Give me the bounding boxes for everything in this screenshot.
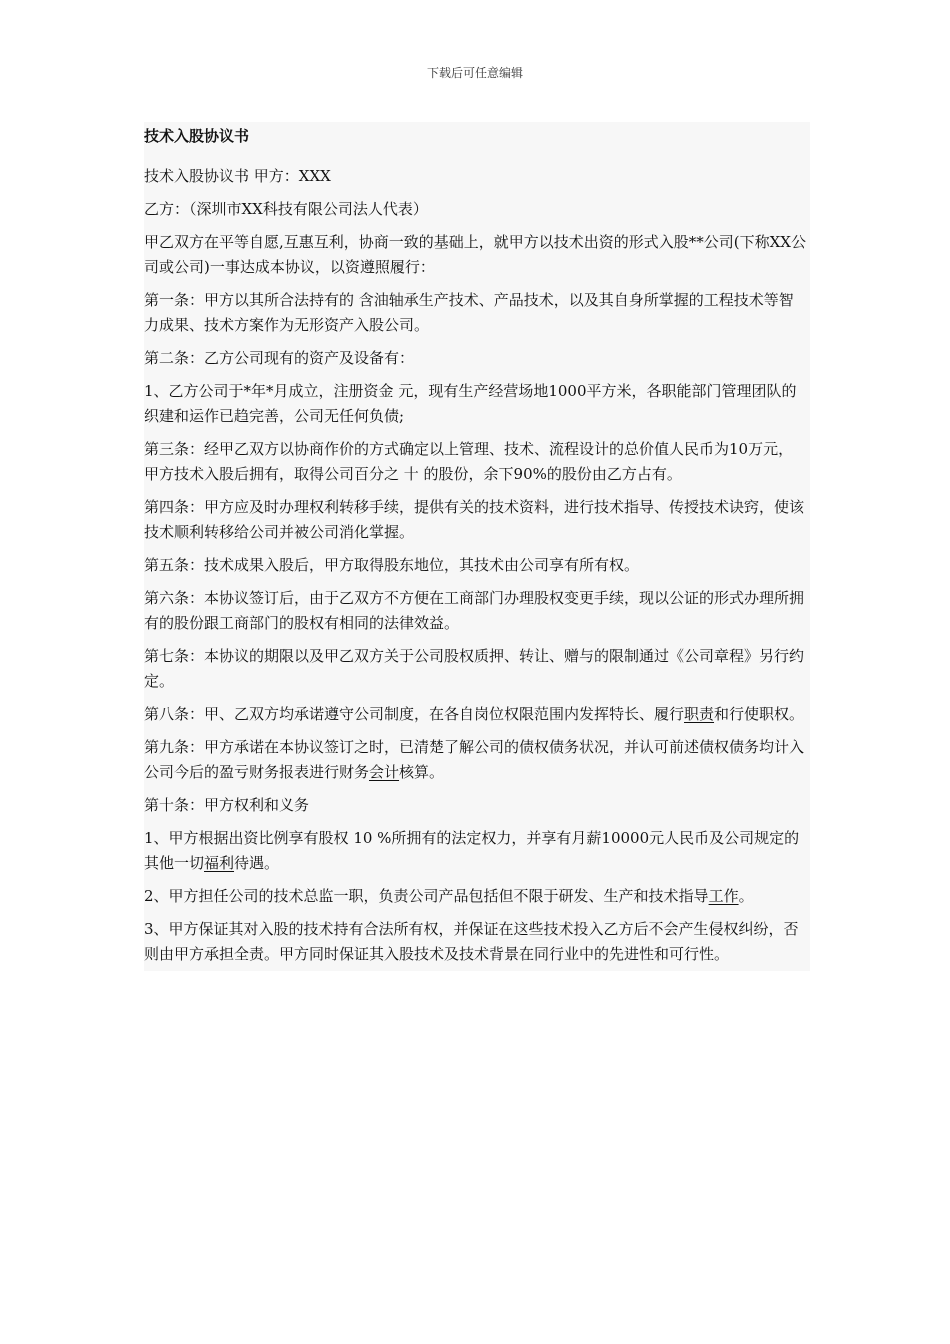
item-1-tail: 待遇。	[234, 854, 280, 872]
paragraph-article-10: 第十条：甲方权利和义务	[144, 796, 310, 814]
article-9-text: 第九条：甲方承诺在本协议签订之时，已清楚了解公司的债权债务状况，并认可前述债权债务均计入公司今后的盈亏财务报表进行财务	[144, 738, 805, 781]
document-body	[144, 122, 810, 971]
document-title: 技术入股协议书	[144, 127, 250, 145]
link-gongzuo[interactable]: 工作	[708, 887, 739, 905]
paragraph-article-5: 第五条：技术成果入股后，甲方取得股东地位，其技术由公司享有所有权。	[144, 556, 640, 574]
article-8-tail: 和行使职权。	[714, 705, 805, 723]
paragraph-article-4: 第四条：甲方应及时办理权利转移手续，提供有关的技术资料，进行技术指导、传授技术诀窍，使该技术顺利转移给公司并被公司消化掌握。	[144, 498, 805, 541]
item-2-tail: 。	[738, 887, 754, 905]
paragraph-article-6: 第六条：本协议签订后，由于乙双方不方便在工商部门办理股权变更手续，现以公证的形式办理所拥有的股份跟工商部门的股权有相同的法律效益。	[144, 589, 805, 632]
paragraph-article-9	[144, 735, 806, 785]
link-zhize[interactable]: 职责	[684, 705, 715, 723]
link-kuaiji[interactable]: 会计	[369, 763, 400, 781]
article-9-tail: 核算。	[399, 763, 445, 781]
item-1-text: 1、甲方根据出资比例享有股权 10 %所拥有的法定权力，并享有月薪10000元人民币及公司规定的其他一切	[144, 829, 800, 872]
paragraph-intro: 技术入股协议书 甲方：XXX	[144, 167, 331, 185]
paragraph-article-3: 第三条：经甲乙双方以协商作价的方式确定以上管理、技术、流程设计的总价值人民币为10万元，甲方技术入股后拥有，取得公司百分之 十 的股份，余下90%的股份由乙方占有。	[144, 440, 794, 483]
paragraph-party-b: 乙方：（深圳市XX科技有限公司法人代表）	[144, 200, 428, 218]
link-fuli[interactable]: 福利	[204, 854, 235, 872]
paragraph-article-2: 第二条：乙方公司现有的资产及设备有：	[144, 349, 415, 367]
item-2-text: 2、甲方担任公司的技术总监一职，负责公司产品包括但不限于研发、生产和技术指导	[144, 887, 709, 905]
article-8-text: 第八条：甲、乙双方均承诺遵守公司制度，在各自岗位权限范围内发挥特长、履行	[144, 705, 685, 723]
paragraph-article-10-item-2	[144, 884, 806, 909]
paragraph-preamble: 甲乙双方在平等自愿,互惠互利，协商一致的基础上，就甲方以技术出资的形式入股**公司(下称XX公司或公司)一事达成本协议，以资遵照履行：	[144, 233, 806, 276]
paragraph-article-2-item-1: 1、乙方公司于*年*月成立，注册资金 元，现有生产经营场地1000平方米，各职能部门管理团队的织建和运作已趋完善，公司无任何负债;	[144, 382, 797, 425]
paragraph-article-1: 第一条：甲方以其所合法持有的 含油轴承生产技术、产品技术，以及其自身所掌握的工程技术等智力成果、技术方案作为无形资产入股公司。	[144, 291, 794, 334]
paragraph-article-8	[144, 702, 806, 727]
paragraph-article-7: 第七条：本协议的期限以及甲乙双方关于公司股权质押、转让、赠与的限制通过《公司章程》另行约定。	[144, 647, 805, 690]
paragraph-article-10-item-3: 3、甲方保证其对入股的技术持有合法所有权，并保证在这些技术投入乙方后不会产生侵权纠纷，否则由甲方承担全责。甲方同时保证其入股技术及技术背景在同行业中的先进性和可行性。	[144, 920, 799, 963]
page-header-note: 下载后可任意编辑	[426, 66, 523, 80]
paragraph-article-10-item-1	[144, 826, 806, 876]
